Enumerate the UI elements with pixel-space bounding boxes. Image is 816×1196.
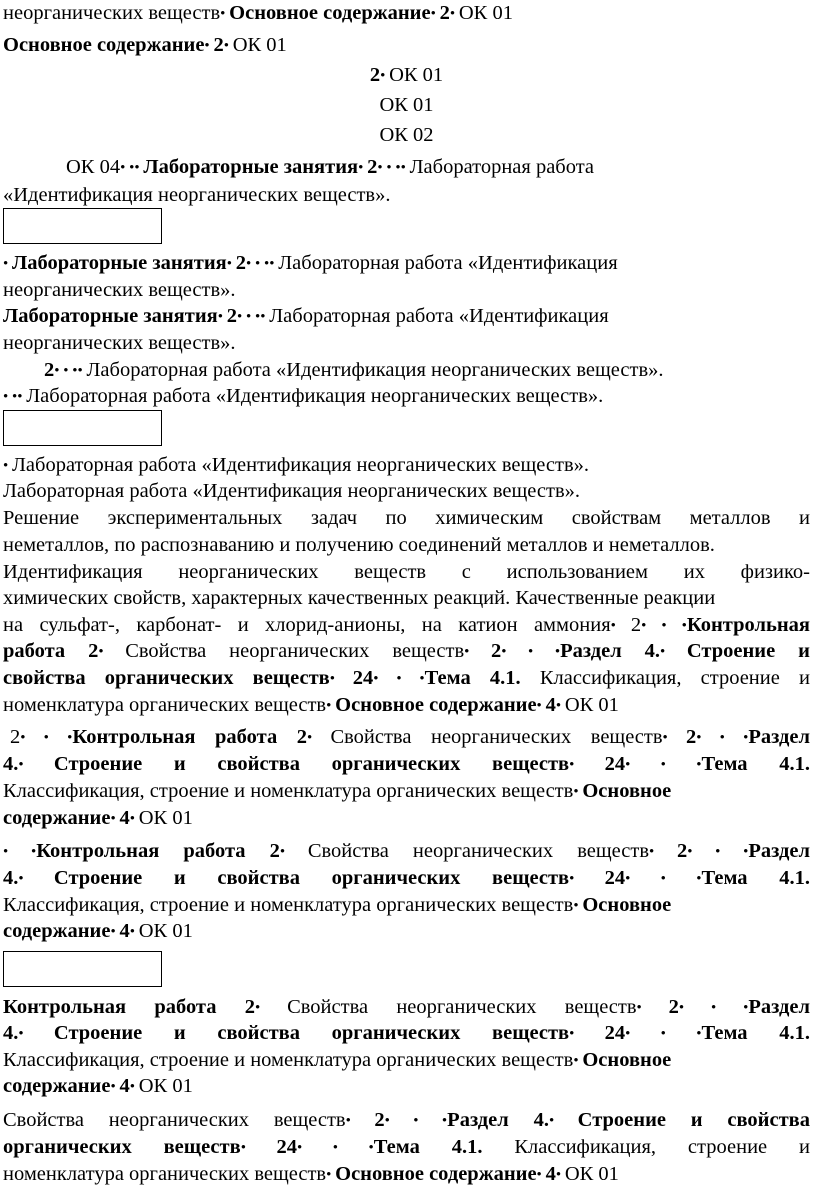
text-run: номенклатура органических веществ bbox=[3, 1163, 327, 1185]
bullet-marker: • • • bbox=[641, 618, 687, 634]
text-run: неорганических веществ». bbox=[3, 279, 236, 301]
bullet-marker: • bbox=[18, 871, 54, 887]
bold-text: Контрольная bbox=[686, 614, 810, 636]
bullet-marker: • bbox=[536, 698, 546, 714]
bullet-marker: • bbox=[326, 698, 336, 714]
bold-text: 4 bbox=[119, 920, 130, 942]
text-line bbox=[3, 1107, 810, 1135]
bullet-marker: • bbox=[380, 68, 390, 84]
text-line bbox=[3, 1047, 810, 1075]
bullet-marker: • • • bbox=[501, 644, 561, 660]
bullet-marker: • bbox=[449, 6, 459, 22]
bullet-marker: • • •• bbox=[246, 256, 279, 272]
bullet-marker: • bbox=[326, 1167, 336, 1183]
bold-text: органических веществ bbox=[3, 1136, 241, 1158]
bullet-marker: • bbox=[129, 811, 139, 827]
bullet-marker: • • •• bbox=[377, 160, 410, 176]
bullet-marker: • • • bbox=[296, 1140, 374, 1156]
bold-text: Лабораторные занятия bbox=[143, 156, 359, 178]
text-run: Свойства неорганических веществ bbox=[330, 726, 663, 748]
bullet-marker: • bbox=[110, 924, 120, 940]
bold-text: содержание bbox=[3, 920, 111, 942]
bold-text: 2 bbox=[213, 34, 224, 56]
text-run: Идентификация неорганических веществ с использованием их физико- bbox=[3, 561, 810, 583]
bold-text: Контрольная работа 2 bbox=[72, 726, 307, 748]
bullet-marker: • bbox=[610, 618, 631, 634]
empty-box bbox=[3, 410, 162, 446]
text-line bbox=[3, 559, 810, 585]
text-line bbox=[3, 692, 810, 720]
text-line bbox=[3, 612, 810, 640]
bold-text: 4. bbox=[3, 1022, 19, 1044]
bold-text: 24 bbox=[604, 1022, 626, 1044]
bullet-marker: • bbox=[430, 6, 440, 22]
bold-text: Лабораторные занятия bbox=[3, 305, 218, 327]
text-run: Классификация, строение и номенклатура органических веществ bbox=[3, 894, 574, 916]
bold-text: Основное bbox=[582, 1049, 672, 1071]
bullet-marker: • bbox=[223, 38, 233, 54]
text-line bbox=[3, 838, 810, 866]
text-run: Лабораторная работа «Идентификация неорганических веществ». bbox=[12, 454, 590, 476]
bold-text: Строение и свойства bbox=[577, 1109, 810, 1131]
text-run: Классификация, строение и номенклатура органических веществ bbox=[3, 1049, 574, 1071]
bullet-marker: • • • bbox=[373, 671, 425, 687]
bold-text: Основное содержание bbox=[229, 2, 431, 24]
text-run: Решение экспериментальных задач по химическим свойствам металлов и bbox=[3, 507, 810, 529]
text-run: Классификация, строение и bbox=[514, 1136, 810, 1158]
text-line bbox=[3, 892, 810, 920]
bullet-marker: • • •• bbox=[237, 309, 270, 325]
bullet-marker: • bbox=[129, 924, 139, 940]
text-line bbox=[3, 92, 810, 118]
text-run: ОК 02 bbox=[379, 124, 434, 146]
text-line bbox=[3, 805, 810, 833]
bullet-marker: • bbox=[569, 1026, 605, 1042]
text-line bbox=[3, 452, 810, 480]
bold-text: 2 bbox=[439, 2, 450, 24]
text-run: Классификация, строение и номенклатура органических веществ bbox=[3, 780, 574, 802]
text-line bbox=[3, 182, 810, 208]
bold-text: Строение и bbox=[686, 640, 810, 662]
text-run: Свойства неорганических веществ bbox=[307, 840, 649, 862]
empty-box bbox=[3, 208, 162, 244]
text-line bbox=[3, 751, 810, 779]
text-line bbox=[3, 383, 810, 411]
text-run: химических свойств, характерных качественных реакций. Качественные реакции bbox=[3, 587, 716, 609]
bold-text: 2 bbox=[235, 252, 247, 274]
bold-text: Строение и свойства органических веществ bbox=[53, 753, 570, 775]
text-line bbox=[3, 250, 810, 278]
text-run: «Идентификация неорганических веществ». bbox=[3, 184, 391, 206]
bold-text: Раздел 4. bbox=[560, 640, 661, 662]
text-line bbox=[3, 1161, 810, 1189]
bold-text: Тема 4.1. bbox=[701, 1022, 810, 1044]
bullet-marker: • • • bbox=[687, 844, 749, 860]
bullet-marker: • bbox=[573, 898, 583, 914]
bullet-marker: • bbox=[662, 730, 686, 746]
text-run: ОК 01 bbox=[564, 694, 619, 716]
text-run: ОК 01 bbox=[138, 1075, 193, 1097]
text-line bbox=[66, 154, 810, 182]
bold-text: 2 bbox=[668, 996, 679, 1018]
bold-text: Раздел bbox=[748, 996, 810, 1018]
text-line bbox=[3, 1073, 810, 1101]
text-run: Лабораторная работа «Идентификация неорганических веществ». bbox=[3, 480, 580, 502]
bold-text: 2 bbox=[374, 1109, 385, 1131]
bold-text: Лабораторные занятия bbox=[12, 252, 227, 274]
text-run: Свойства неорганических веществ bbox=[125, 640, 465, 662]
bullet-marker: • bbox=[18, 1026, 54, 1042]
bullet-marker: • bbox=[3, 256, 13, 272]
bullet-marker: • • • bbox=[678, 1000, 749, 1016]
bold-text: работа 2 bbox=[3, 640, 99, 662]
text-line bbox=[3, 1134, 810, 1162]
text-line bbox=[3, 778, 810, 806]
bold-text: 4 bbox=[119, 807, 130, 829]
bullet-marker: • bbox=[240, 1140, 277, 1156]
text-line bbox=[3, 303, 810, 331]
bullet-marker: • bbox=[573, 1053, 583, 1069]
bold-text: Раздел bbox=[748, 840, 810, 862]
bold-text: 24 bbox=[604, 867, 626, 889]
bold-text: Строение и свойства органических веществ bbox=[53, 1022, 570, 1044]
bold-text: 24 bbox=[604, 753, 626, 775]
bullet-marker: • bbox=[254, 1000, 288, 1016]
text-line bbox=[3, 1020, 810, 1048]
bullet-marker: • bbox=[636, 1000, 669, 1016]
text-run: Свойства неорганических веществ bbox=[3, 1109, 346, 1131]
bold-text: содержание bbox=[3, 807, 111, 829]
bold-text: Основное содержание bbox=[335, 1163, 537, 1185]
text-line bbox=[44, 357, 810, 385]
bold-text: Основное bbox=[582, 894, 672, 916]
bullet-marker: • bbox=[345, 1113, 375, 1129]
text-run: Лабораторная работа bbox=[409, 156, 595, 178]
text-run: ОК 01 bbox=[138, 807, 193, 829]
text-run: Лабораторная работа «Идентификация bbox=[278, 252, 618, 274]
text-run: ОК 01 bbox=[379, 94, 434, 116]
bullet-marker: • bbox=[279, 844, 308, 860]
bold-text: 2 bbox=[44, 359, 55, 381]
text-line bbox=[3, 62, 810, 90]
text-line bbox=[3, 532, 810, 558]
bullet-marker: • bbox=[3, 458, 13, 474]
text-run: Лабораторная работа «Идентификация bbox=[269, 305, 609, 327]
bold-text: Тема 4.1. bbox=[373, 1136, 515, 1158]
bold-text: 4 bbox=[119, 1075, 130, 1097]
bullet-marker: • bbox=[358, 160, 368, 176]
text-line bbox=[3, 0, 810, 28]
text-run: ОК 01 bbox=[389, 64, 444, 86]
bullet-marker: • bbox=[110, 811, 120, 827]
bullet-marker: • bbox=[569, 871, 605, 887]
text-run: на сульфат-, карбонат- и хлорид-анионы, на катион аммония bbox=[3, 614, 611, 636]
text-run: ОК 01 bbox=[564, 1163, 619, 1185]
bullet-marker: • • • bbox=[384, 1113, 448, 1129]
text-run: Свойства неорганических веществ bbox=[287, 996, 637, 1018]
text-run: 2 bbox=[10, 726, 21, 748]
text-run: ОК 01 bbox=[232, 34, 287, 56]
text-run: неорганических веществ». bbox=[3, 332, 236, 354]
bullet-marker: • • • bbox=[625, 1026, 702, 1042]
bold-text: Основное содержание bbox=[3, 34, 205, 56]
text-line bbox=[3, 665, 810, 693]
text-line bbox=[3, 122, 810, 148]
bold-text: Основное bbox=[582, 780, 672, 802]
bold-text: 24 bbox=[352, 667, 374, 689]
bold-text: свойства органических веществ bbox=[3, 667, 330, 689]
text-run: 2 bbox=[630, 614, 642, 636]
bold-text: 4. bbox=[3, 867, 19, 889]
bullet-marker: • bbox=[226, 256, 236, 272]
bold-text: 4 bbox=[545, 694, 556, 716]
bullet-marker: • •• bbox=[120, 160, 144, 176]
text-line bbox=[10, 724, 810, 752]
bold-text: Контрольная работа 2 bbox=[3, 996, 255, 1018]
text-run: ОК 04 bbox=[66, 156, 121, 178]
text-line bbox=[3, 277, 810, 303]
bold-text: 2 bbox=[226, 305, 237, 327]
bullet-marker: • bbox=[464, 644, 491, 660]
text-run: неорганических веществ bbox=[3, 2, 221, 24]
bullet-marker: • bbox=[307, 730, 331, 746]
bold-text: Раздел 4. bbox=[447, 1109, 549, 1131]
bold-text: 24 bbox=[276, 1136, 297, 1158]
bullet-marker: • bbox=[548, 1113, 578, 1129]
bullet-marker: • • • bbox=[696, 730, 749, 746]
text-line bbox=[3, 478, 810, 504]
bold-text: Тема 4.1. bbox=[701, 753, 810, 775]
bullet-marker: • bbox=[555, 698, 565, 714]
bold-text: содержание bbox=[3, 1075, 111, 1097]
bullet-marker: • bbox=[220, 6, 230, 22]
text-line bbox=[3, 330, 810, 356]
empty-box bbox=[3, 951, 162, 987]
bullet-marker: • • • bbox=[20, 730, 73, 746]
bullet-marker: • • • bbox=[625, 757, 702, 773]
bullet-marker: • bbox=[555, 1167, 565, 1183]
text-run: ОК 01 bbox=[458, 2, 513, 24]
bullet-marker: • • •• bbox=[54, 363, 87, 379]
bold-text: Тема 4.1. bbox=[424, 667, 540, 689]
bullet-marker: • bbox=[536, 1167, 546, 1183]
text-line bbox=[3, 585, 810, 611]
bold-text: 2 bbox=[676, 840, 688, 862]
text-line bbox=[3, 505, 810, 531]
bold-text: 2 bbox=[369, 64, 381, 86]
text-run: неметаллов, по распознаванию и получению соединений металлов и неметаллов. bbox=[3, 534, 715, 556]
text-line bbox=[3, 638, 810, 666]
text-run: Лабораторная работа «Идентификация неорганических веществ». bbox=[26, 385, 604, 407]
bullet-marker: • • bbox=[3, 844, 37, 860]
bold-text: Строение и свойства органических веществ bbox=[53, 867, 570, 889]
bold-text: Основное содержание bbox=[335, 694, 537, 716]
bullet-marker: • bbox=[573, 784, 583, 800]
bold-text: 2 bbox=[367, 156, 378, 178]
text-run: ОК 01 bbox=[138, 920, 193, 942]
text-run: Лабораторная работа «Идентификация неорганических веществ». bbox=[86, 359, 664, 381]
bullet-marker: • • • bbox=[625, 871, 702, 887]
bold-text: Контрольная работа 2 bbox=[36, 840, 280, 862]
bullet-marker: • bbox=[649, 844, 677, 860]
bold-text: 2 bbox=[490, 640, 502, 662]
text-run: Классификация, строение и bbox=[539, 667, 810, 689]
bullet-marker: • bbox=[129, 1079, 139, 1095]
bullet-marker: • bbox=[569, 757, 605, 773]
text-line bbox=[3, 918, 810, 946]
bullet-marker: • bbox=[217, 309, 227, 325]
bold-text: Тема 4.1. bbox=[701, 867, 810, 889]
bold-text: 2 bbox=[685, 726, 697, 748]
text-line bbox=[3, 32, 810, 60]
bold-text: Раздел bbox=[748, 726, 810, 748]
bold-text: 4. bbox=[3, 753, 19, 775]
bullet-marker: • •• bbox=[3, 389, 27, 405]
text-line bbox=[3, 994, 810, 1022]
bullet-marker: • bbox=[110, 1079, 120, 1095]
text-line bbox=[3, 865, 810, 893]
bold-text: 4 bbox=[545, 1163, 556, 1185]
bullet-marker: • bbox=[98, 644, 126, 660]
bullet-marker: • bbox=[204, 38, 214, 54]
bullet-marker: • bbox=[18, 757, 54, 773]
bullet-marker: • bbox=[329, 671, 353, 687]
bullet-marker: • bbox=[660, 644, 687, 660]
text-run: номенклатура органических веществ bbox=[3, 694, 327, 716]
